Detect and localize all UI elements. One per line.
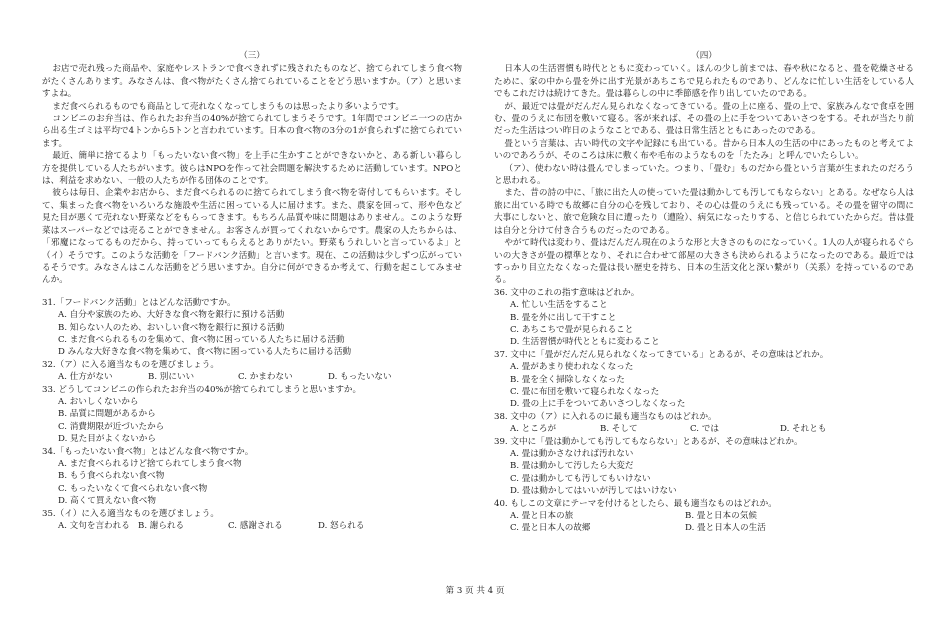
option: A. 畳と日本の旅	[510, 511, 574, 522]
option: A. ところが	[510, 424, 557, 435]
paragraph: 日本人の生活習慣も時代とともに変わっていく。ほんの少し前までは、春や秋になると、畳を乾燥させるために、家の中から畳を外に出す光景があちこちで見られたものであり、どんなに忙しい生活をしている人でもこれだけは続けてきた。畳は暮らしの中に季節感を作り出していたのである。	[494, 64, 914, 100]
passage-four	[494, 50, 914, 535]
paragraph: また、昔の詩の中に、「旅に出た人の使っていた畳は動かしても汚してもならない」とある。なぜなら人は旅に出ている時でも故郷に自分の心を残しており、その心は畳のうえにも残っている。その畳を留守の間に大事にしないと、旅で危険な目に遭ったり（遭险）、病気になったりする、と信じられていたからだ。昔は畳は自分と分けて付き合うものだったのである。	[494, 188, 914, 236]
option: C. 消費期限が近づいたから	[58, 421, 165, 432]
option-row	[58, 520, 462, 532]
option: D. 畳と日本人の生活	[685, 523, 766, 534]
option: B. 別にいい	[148, 372, 195, 383]
option: A. 忙しい生活をすること	[510, 300, 608, 311]
option-row	[510, 510, 914, 522]
question-39: 39. 文中に「畳は動かしても汚してもならない」とあるが、その意味はどれか。	[494, 436, 803, 447]
option: C. まだ食べられるものを集めて、食べ物に困っている人たちに届ける活動	[58, 334, 345, 345]
option: D. 見た目がよくないから	[58, 434, 156, 445]
option: B. 畳と日本の気候	[685, 511, 757, 522]
page-footer: 第 3 页 共 4 页	[445, 586, 505, 596]
option: C. では	[690, 424, 719, 435]
option: A. おいしくないから	[58, 396, 139, 407]
option: B. 畳を全く掃除しなくなった	[510, 374, 625, 385]
passage-three	[42, 50, 462, 532]
option: B. もう食べられない食べ物	[58, 471, 165, 482]
option: D. 畳は動かしてはいいが汚してはいけない	[510, 486, 677, 497]
paragraph: やがて時代は変わり、畳はだんだん現在のような形と大きさのものになっていく。1人の人が寝られるぐらいの大きさが畳の標準となり、それに合わせて部屋の大きさも決められるようになったのである。最近ではすっかり目立たなくなった畳は長い歴史を持ち、日本の生活文化と深い繋がり（关系）を持っているのである。	[494, 238, 914, 286]
option: A. 畳は動かさなければ汚れない	[510, 449, 634, 459]
option-row	[510, 423, 914, 435]
option: C. もったいなくて食べられない食べ物	[58, 483, 208, 494]
question-34: 34.「もったいない食べ物」とはどんな食べ物ですか。	[42, 446, 254, 457]
option: D. もったいない	[328, 372, 392, 383]
option-row	[510, 522, 914, 534]
option: C. 畳は動かしても汚してもいけない	[510, 473, 651, 484]
passage-header: （四）	[691, 51, 717, 61]
question-35: 35.（イ）に入る適当なものを選びましょう。	[42, 508, 219, 519]
option: D. 生活習慣が時代とともに変わること	[510, 337, 660, 348]
paragraph: まだ食べられるものでも商品として売れなくなってしまうものは思ったより多いようです。	[52, 101, 404, 112]
paragraph: （ア）、使わない時は畳んでしまっていた。つまり、「畳む」ものだから畳という言葉が生まれたのだろうと思われる。	[494, 163, 914, 187]
question-32: 32.（ア）に入る適当なものを選びましょう。	[42, 359, 219, 370]
question-38: 38. 文中の（ア）に入れるのに最も適当なものはどれか。	[494, 411, 717, 422]
passage-header: （三）	[239, 51, 265, 61]
option: B. そして	[600, 424, 638, 435]
option: B. 謝られる	[138, 521, 185, 532]
paragraph: が、最近では畳がだんだん見られなくなってきている。畳の上に座る、畳の上で、家族みんなで食卓を囲む、畳のうえに布団を敷いて寝る。客が来れば、その畳の上に手をついてあいさつをする。それが当たり前だった生活はつい昨日のようなことである、畳は日常生活とともにあったのである。	[494, 101, 914, 137]
option-row	[58, 371, 462, 383]
question-33: 33. どうしてコンビニの作られたお弁当の40%が捨てられてしまうと思いますか。	[42, 384, 362, 395]
option: D. 畳の上に手をついてあいさつしなくなった	[510, 399, 686, 410]
option: D. 高くて買えない食べ物	[58, 496, 156, 507]
option: C. 畳に布団を敷いて寝られなくなった	[510, 386, 660, 397]
option: B. 畳を外に出して干すこと	[510, 312, 617, 323]
paragraph: お店で売れ残った商品や、家庭やレストランで食べきれずに残されたものなど、捨てられてしまう食べ物がたくさんあります。みなさんは、食べ物がたくさん捨てられていることをどう思いますか。（ア）と思いますよね。	[42, 64, 462, 100]
option: C. かまわない	[238, 372, 293, 383]
paragraph: 最近、簡単に捨てるより「もったいない食べ物」を上手に生かすことができないかと、ある新しい暮らし方を提供している人たちがいます。彼らはNPOを作って社会問題を解決するために活動しています。NPOとは、利益を求めない、一般の人たちが作る団体のことです。	[42, 151, 462, 187]
option: C. 畳と日本人の故郷	[510, 523, 591, 534]
option: D みんな大好きな食べ物を集めて、食べ物に困っている人たちに届ける活動	[58, 347, 352, 358]
option: A. 文句を言われる	[58, 521, 130, 532]
question-37: 37. 文中に「畳がだんだん見られなくなってきている」とあるが、その意味はどれか。	[494, 349, 829, 360]
paragraph: 彼らは毎日、企業やお店から、まだ食べられるのに捨てられてしまう食べ物を寄付してもらいます。そして、集まった食べ物をいろいろな施設や生活に困っている人に届けます。また、農家を回って、形や色など見た目が悪くて売れない野菜などをもらってきます。もちろん品質や味に問題はありません。このような野菜はスーパーなどでは売ることができません。お客さんが買ってくれないからです。農家の人たちからは、「邪魔になってるものだから、持っていってもらえるとありがたい。野菜もうれしいと言っているよ」と（イ）そうです。このような活動を「フードバンク活動」と言います。現在、この活動は少しずつ広がっているそうです。みなさんはこんな活動をどう思いますか。自分に何ができるか考えて、行動を起こしてみませんか。	[42, 188, 462, 286]
option: A. 畳があまり使われなくなった	[510, 362, 634, 373]
option: A. まだ食べられるけど捨てられてしまう食べ物	[58, 459, 242, 469]
option: C. あちこちで畳が見られること	[510, 324, 634, 335]
option: A. 自分や家族のため、大好きな食べ物を銀行に預ける活動	[58, 310, 285, 321]
option: B. 品質に問題があるから	[58, 409, 156, 420]
option: B. 畳は動かして汚したら大変だ	[510, 461, 634, 472]
option: B. 知らない人のため、おいしい食べ物を銀行に預ける活動	[58, 322, 285, 333]
option: D. 怒られる	[318, 521, 365, 532]
question-40: 40. もしこの文章にテーマを付けるとしたら、最も適当なものはどれか。	[494, 498, 777, 509]
paragraph: 畳という言葉は、古い時代の文字や記録にも出ている。昔から日本人の生活の中にあったものと考えてよいのであろうが、そのころは床に敷く布や毛布のようなものを「たたみ」と呼んでいたらしい。	[494, 138, 914, 162]
question-31: 31.「フードバンク活動」とはどんな活動ですか。	[42, 297, 236, 308]
question-36: 36. 文中のこれの指す意味はどれか。	[494, 287, 640, 298]
option: D. それとも	[780, 424, 827, 435]
paragraph: コンビニのお弁当は、作られたお弁当の40%が捨てられてしまうそうです。1年間でコンビニ一つの店から出る生ゴミは平均で4トンから5トンと言われています。日本の食べ物の3分の1が食られずに捨てられています。	[42, 114, 462, 149]
option: A. 仕方がない	[58, 372, 113, 383]
option: C. 感謝される	[228, 521, 283, 532]
